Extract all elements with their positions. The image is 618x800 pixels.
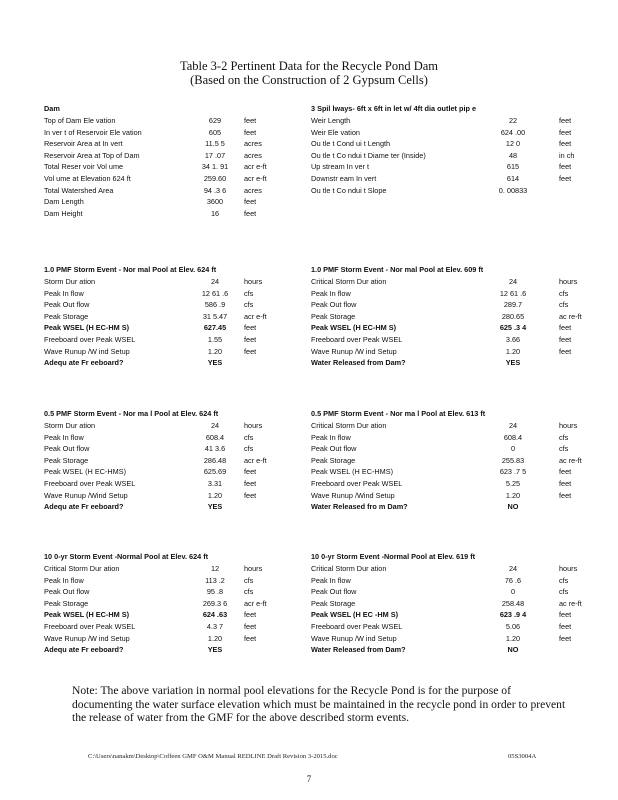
row-value: 1.20 bbox=[207, 633, 223, 643]
row-value: 625.69 bbox=[203, 467, 227, 477]
row-value: 280.65 bbox=[501, 311, 525, 321]
table-row bbox=[44, 138, 340, 150]
row-unit: feet bbox=[559, 116, 572, 125]
row-label: Peak Out flow bbox=[44, 444, 90, 454]
row-label: Reservoir Area at In vert bbox=[44, 139, 123, 149]
row-label: Critical Storm Dur ation bbox=[44, 564, 120, 573]
table-title: Table 3-2 Pertinent Data for the Recycle Pond Dam bbox=[179, 59, 439, 73]
row-value: 623 .9 4 bbox=[499, 610, 527, 620]
row-value: 0 bbox=[510, 444, 516, 454]
row-unit: cfs bbox=[559, 288, 569, 298]
row-label: Peak Storage bbox=[311, 311, 356, 321]
section-heading: 3 Spil lways- 6ft x 6ft in let w/ 4ft dia outlet pip e bbox=[311, 104, 477, 113]
row-value: 608.4 bbox=[205, 432, 225, 442]
row-value: 1.20 bbox=[505, 633, 521, 643]
table-row bbox=[311, 173, 607, 185]
table-row bbox=[311, 443, 607, 455]
row-label: Freeboard over Peak WSEL bbox=[44, 478, 136, 488]
row-label: Freeboard over Peak WSEL bbox=[44, 621, 136, 631]
row-label: Critical Storm Dur ation bbox=[311, 564, 387, 573]
table-row bbox=[44, 127, 340, 139]
row-value: 255.83 bbox=[501, 455, 525, 465]
row-value: 4.3 7 bbox=[206, 621, 224, 631]
row-unit: feet bbox=[244, 334, 257, 344]
row-unit: feet bbox=[244, 467, 257, 477]
row-unit: feet bbox=[559, 346, 572, 356]
section-heading: 0.5 PMF Storm Event - Nor ma l Pool at Elev. 613 ft bbox=[311, 409, 486, 418]
row-unit: acr e-ft bbox=[244, 162, 267, 172]
row-value: YES bbox=[207, 645, 223, 655]
row-unit: acres bbox=[244, 185, 262, 195]
table-row bbox=[44, 575, 340, 587]
row-label: Up stream In ver t bbox=[311, 162, 369, 172]
row-label: Water Released fro m Dam? bbox=[311, 502, 408, 512]
row-unit: feet bbox=[559, 162, 572, 172]
row-unit: acr e-ft bbox=[244, 173, 267, 183]
row-label: Ou tle t Co ndui t Slope bbox=[311, 185, 387, 195]
row-unit: ac re-ft bbox=[559, 455, 582, 465]
row-unit: feet bbox=[244, 208, 257, 218]
row-label: Peak WSEL (H EC-HMS) bbox=[44, 467, 127, 477]
row-value: 1.20 bbox=[207, 490, 223, 500]
row-value: 113 .2 bbox=[205, 575, 225, 585]
table-row bbox=[44, 420, 340, 432]
table-row bbox=[311, 138, 607, 150]
row-label: Wave Runup /Wind Setup bbox=[44, 490, 128, 500]
row-value: NO bbox=[507, 502, 519, 512]
row-label: Adequ ate Fr eeboard? bbox=[44, 502, 124, 512]
row-value: YES bbox=[207, 358, 223, 368]
row-unit: hours bbox=[244, 421, 263, 430]
table-row bbox=[44, 563, 340, 575]
section-heading: 0.5 PMF Storm Event - Nor ma l Pool at Elev. 624 ft bbox=[44, 409, 219, 418]
row-value: 3.66 bbox=[505, 334, 521, 344]
row-unit: feet bbox=[244, 323, 257, 333]
table-row bbox=[311, 357, 607, 369]
row-label: Peak In flow bbox=[311, 575, 351, 585]
row-value: 605 bbox=[208, 127, 222, 137]
row-value: 624 .00 bbox=[500, 127, 526, 137]
row-label: Storm Dur ation bbox=[44, 421, 96, 430]
table-row bbox=[311, 299, 607, 311]
row-label: Weir Length bbox=[311, 116, 351, 125]
row-value: 1.20 bbox=[505, 346, 521, 356]
table-row bbox=[311, 563, 607, 575]
row-unit: feet bbox=[244, 633, 257, 643]
section-pmf-0-5-pool-613 bbox=[311, 408, 607, 513]
row-unit: feet bbox=[559, 139, 572, 149]
row-label: Peak Storage bbox=[44, 598, 89, 608]
row-value: 24 bbox=[210, 277, 220, 286]
table-row bbox=[311, 346, 607, 358]
row-label: Freeboard over Peak WSEL bbox=[44, 334, 136, 344]
section-heading: 1.0 PMF Storm Event - Nor mal Pool at Elev. 624 ft bbox=[44, 265, 217, 274]
row-value: 94 .3 6 bbox=[203, 185, 227, 195]
row-unit: in ch bbox=[559, 150, 575, 160]
row-unit: feet bbox=[244, 621, 257, 631]
row-unit: feet bbox=[244, 116, 257, 125]
row-label: Peak WSEL (H EC-HM S) bbox=[44, 610, 130, 620]
row-value: 624 .63 bbox=[202, 610, 228, 620]
row-label: Freeboard over Peak WSEL bbox=[311, 478, 403, 488]
row-unit: cfs bbox=[559, 432, 569, 442]
row-value: 259.60 bbox=[203, 173, 227, 183]
page-number: 7 bbox=[306, 774, 312, 784]
table-row bbox=[311, 455, 607, 467]
row-value: 586 .9 bbox=[204, 300, 226, 310]
section-heading: 10 0-yr Storm Event -Normal Pool at Elev. 619 ft bbox=[311, 552, 476, 561]
row-unit: feet bbox=[559, 478, 572, 488]
row-unit: acres bbox=[244, 150, 262, 160]
table-row bbox=[44, 644, 340, 656]
row-label: Peak Storage bbox=[311, 598, 356, 608]
row-label: Peak Storage bbox=[311, 455, 356, 465]
table-row bbox=[44, 586, 340, 598]
row-label: Wave Runup /W ind Setup bbox=[311, 633, 397, 643]
row-value: 41 3.6 bbox=[204, 444, 226, 454]
row-unit: cfs bbox=[559, 587, 569, 597]
row-value: 3600 bbox=[206, 197, 224, 207]
row-value: 12 0 bbox=[505, 139, 521, 149]
row-value: 5.06 bbox=[505, 621, 521, 631]
section-heading: 10 0-yr Storm Event -Normal Pool at Elev. 624 ft bbox=[44, 552, 209, 561]
row-value: 16 bbox=[210, 208, 220, 218]
table-row bbox=[44, 478, 340, 490]
row-label: In ver t of Reservoir Ele vation bbox=[44, 127, 142, 137]
row-unit: feet bbox=[559, 127, 572, 137]
row-unit: acr e-ft bbox=[244, 598, 267, 608]
table-row bbox=[44, 288, 340, 300]
row-value: 3.31 bbox=[207, 478, 223, 488]
row-value: 286.48 bbox=[203, 455, 227, 465]
table-row bbox=[44, 346, 340, 358]
table-row bbox=[311, 501, 607, 513]
row-unit: cfs bbox=[559, 444, 569, 454]
table-row bbox=[44, 299, 340, 311]
row-unit: feet bbox=[559, 490, 572, 500]
table-row bbox=[311, 432, 607, 444]
table-row bbox=[311, 478, 607, 490]
section-pmf-0-5-pool-624 bbox=[44, 408, 340, 513]
section-spillways bbox=[311, 103, 607, 196]
row-unit: cfs bbox=[559, 575, 569, 585]
table-row bbox=[44, 633, 340, 645]
row-value: 95 .8 bbox=[206, 587, 224, 597]
table-subtitle: (Based on the Construction of 2 Gypsum Cells) bbox=[190, 73, 428, 87]
table-row bbox=[311, 586, 607, 598]
row-unit: cfs bbox=[244, 575, 254, 585]
row-unit: cfs bbox=[244, 300, 254, 310]
row-unit: feet bbox=[244, 610, 257, 620]
row-unit: feet bbox=[559, 467, 572, 477]
row-unit: feet bbox=[244, 197, 257, 207]
table-row bbox=[44, 196, 340, 208]
row-label: Peak WSEL (H EC -HM S) bbox=[311, 610, 399, 620]
row-unit: hours bbox=[244, 564, 263, 573]
row-value: 34 1. 91 bbox=[201, 162, 229, 172]
row-unit: ac re-ft bbox=[559, 311, 582, 321]
table-row bbox=[311, 466, 607, 478]
row-value: 76 .6 bbox=[504, 575, 522, 585]
row-value: 5.25 bbox=[505, 478, 521, 488]
table-row bbox=[311, 127, 607, 139]
section-100yr-pool-619 bbox=[311, 551, 607, 656]
row-label: Peak In flow bbox=[311, 288, 351, 298]
row-label: Storm Dur ation bbox=[44, 277, 96, 286]
table-row bbox=[44, 208, 340, 220]
row-label: Downstr eam In vert bbox=[311, 173, 377, 183]
table-row bbox=[44, 115, 340, 127]
row-label: Peak Out flow bbox=[311, 587, 357, 597]
row-label: Wave Runup /Wind Setup bbox=[311, 490, 395, 500]
row-unit: ac re-ft bbox=[559, 598, 582, 608]
row-unit: hours bbox=[559, 421, 578, 430]
row-unit: acres bbox=[244, 139, 262, 149]
table-row bbox=[311, 633, 607, 645]
row-value: 12 61 .6 bbox=[201, 288, 229, 298]
table-row bbox=[44, 609, 340, 621]
row-unit: feet bbox=[559, 621, 572, 631]
table-row bbox=[311, 334, 607, 346]
section-100yr-pool-624 bbox=[44, 551, 340, 656]
row-label: Peak In flow bbox=[44, 432, 84, 442]
table-row bbox=[311, 311, 607, 323]
row-value: 269.3 6 bbox=[202, 598, 228, 608]
row-label: Total Reser voir Vol ume bbox=[44, 162, 124, 172]
row-unit: feet bbox=[559, 633, 572, 643]
table-row bbox=[311, 150, 607, 162]
row-label: Reservoir Area at Top of Dam bbox=[44, 150, 140, 160]
row-value: 289.7 bbox=[503, 300, 523, 310]
row-label: Peak In flow bbox=[311, 432, 351, 442]
row-label: Adequ ate Fr eeboard? bbox=[44, 645, 124, 655]
row-label: Wave Runup /W ind Setup bbox=[44, 633, 130, 643]
row-label: Peak Out flow bbox=[311, 300, 357, 310]
table-row bbox=[311, 420, 607, 432]
row-unit: feet bbox=[559, 610, 572, 620]
row-value: 12 61 .6 bbox=[499, 288, 527, 298]
row-label: Peak Storage bbox=[44, 311, 89, 321]
table-row bbox=[44, 490, 340, 502]
section-heading: 1.0 PMF Storm Event - Nor mal Pool at Elev. 609 ft bbox=[311, 265, 484, 274]
table-row bbox=[311, 490, 607, 502]
row-label: Freeboard over Peak WSEL bbox=[311, 334, 403, 344]
row-value: YES bbox=[505, 358, 521, 368]
row-label: Critical Storm Dur ation bbox=[311, 277, 387, 286]
table-row bbox=[44, 185, 340, 197]
row-unit: cfs bbox=[244, 288, 254, 298]
row-unit: feet bbox=[244, 478, 257, 488]
row-value: 258.48 bbox=[501, 598, 525, 608]
row-label: Ou tle t Cond ui t Length bbox=[311, 139, 391, 149]
footer-document-code: 05S3004A bbox=[508, 753, 537, 760]
row-label: Dam Length bbox=[44, 197, 84, 207]
table-row bbox=[311, 609, 607, 621]
row-unit: cfs bbox=[244, 432, 254, 442]
table-row bbox=[44, 621, 340, 633]
table-row bbox=[311, 276, 607, 288]
row-value: 625 .3 4 bbox=[499, 323, 527, 333]
row-label: Wave Runup /W ind Setup bbox=[44, 346, 130, 356]
section-heading: Dam bbox=[44, 104, 60, 113]
section-dam bbox=[44, 103, 340, 219]
table-row bbox=[44, 150, 340, 162]
row-label: Peak WSEL (H EC-HM S) bbox=[44, 323, 130, 333]
row-value: 24 bbox=[508, 421, 518, 430]
row-label: Peak Storage bbox=[44, 455, 89, 465]
row-value: 1.55 bbox=[207, 334, 223, 344]
row-value: 623 .7 5 bbox=[499, 467, 527, 477]
row-unit: feet bbox=[244, 490, 257, 500]
note-paragraph: Note: The above variation in normal pool elevations for the Recycle Pond is for the purpose of documenting the water surface elevation which must be maintained in the recycle pond in order to prevent the release of water from the GMF for the above described storm events. bbox=[72, 684, 566, 725]
table-row bbox=[44, 334, 340, 346]
row-label: Top of Dam Ele vation bbox=[44, 116, 116, 125]
row-unit: feet bbox=[244, 127, 257, 137]
row-unit: acr e-ft bbox=[244, 455, 267, 465]
row-value: 608.4 bbox=[503, 432, 523, 442]
row-value: 1.20 bbox=[207, 346, 223, 356]
footer-file-path: C:\Users\nanakm\Desktop\Coffeen GMF O&M Manual REDLINE Draft Revision 3-2015.doc bbox=[88, 753, 338, 760]
table-row bbox=[44, 311, 340, 323]
row-label: Ou tle t Co ndui t Diame ter (Inside) bbox=[311, 150, 426, 160]
row-label: Vol ume at Elevation 624 ft bbox=[44, 173, 131, 183]
row-value: 0 bbox=[510, 587, 516, 597]
row-label: Dam Height bbox=[44, 208, 83, 218]
table-row bbox=[44, 466, 340, 478]
row-label: Water Released from Dam? bbox=[311, 358, 406, 368]
table-row bbox=[311, 621, 607, 633]
row-label: Peak In flow bbox=[44, 288, 84, 298]
row-value: 615 bbox=[506, 162, 520, 172]
table-row bbox=[44, 501, 340, 513]
row-label: Critical Storm Dur ation bbox=[311, 421, 387, 430]
table-row bbox=[311, 288, 607, 300]
row-value: 48 bbox=[508, 150, 518, 160]
row-unit: hours bbox=[244, 277, 263, 286]
row-unit: cfs bbox=[559, 300, 569, 310]
row-label: Peak WSEL (H EC-HMS) bbox=[311, 467, 394, 477]
row-unit: feet bbox=[559, 173, 572, 183]
table-row bbox=[44, 173, 340, 185]
row-label: Peak Out flow bbox=[44, 587, 90, 597]
section-pmf-1-0-pool-609 bbox=[311, 264, 607, 369]
row-label: Adequ ate Fr eeboard? bbox=[44, 358, 124, 368]
table-row bbox=[311, 115, 607, 127]
table-row bbox=[44, 443, 340, 455]
row-label: Peak Out flow bbox=[311, 444, 357, 454]
row-value: 614 bbox=[506, 173, 520, 183]
table-row bbox=[44, 432, 340, 444]
row-label: Peak Out flow bbox=[44, 300, 90, 310]
table-row bbox=[311, 644, 607, 656]
row-value: 22 bbox=[508, 116, 518, 125]
table-row bbox=[44, 598, 340, 610]
table-row bbox=[44, 161, 340, 173]
section-pmf-1-0-pool-624 bbox=[44, 264, 340, 369]
row-value: 24 bbox=[508, 277, 518, 286]
row-unit: acr e-ft bbox=[244, 311, 267, 321]
table-row bbox=[311, 598, 607, 610]
table-row bbox=[44, 357, 340, 369]
row-label: Weir Ele vation bbox=[311, 127, 360, 137]
row-value: NO bbox=[507, 645, 519, 655]
row-value: 1.20 bbox=[505, 490, 521, 500]
table-row bbox=[311, 575, 607, 587]
row-value: 627.45 bbox=[203, 323, 227, 333]
row-label: Total Watershed Area bbox=[44, 185, 114, 195]
table-row bbox=[311, 322, 607, 334]
table-row bbox=[311, 185, 607, 197]
row-label: Wave Runup /W ind Setup bbox=[311, 346, 397, 356]
row-value: 17 .07 bbox=[204, 150, 226, 160]
row-label: Freeboard over Peak WSEL bbox=[311, 621, 403, 631]
row-value: 12 bbox=[210, 564, 220, 573]
row-value: 629 bbox=[208, 116, 222, 125]
row-unit: cfs bbox=[244, 444, 254, 454]
table-row bbox=[44, 322, 340, 334]
row-unit: feet bbox=[559, 323, 572, 333]
row-unit: feet bbox=[244, 346, 257, 356]
row-unit: hours bbox=[559, 564, 578, 573]
row-unit: feet bbox=[559, 334, 572, 344]
row-value: 24 bbox=[210, 421, 220, 430]
row-value: 24 bbox=[508, 564, 518, 573]
table-row bbox=[44, 276, 340, 288]
row-label: Water Released from Dam? bbox=[311, 645, 406, 655]
table-row bbox=[311, 161, 607, 173]
row-value: 0. 00833 bbox=[498, 185, 528, 195]
table-row bbox=[44, 455, 340, 467]
row-label: Peak WSEL (H EC-HM S) bbox=[311, 323, 397, 333]
row-value: YES bbox=[207, 502, 223, 512]
row-unit: hours bbox=[559, 277, 578, 286]
row-unit: cfs bbox=[244, 587, 254, 597]
row-value: 11.5 5 bbox=[205, 139, 225, 149]
row-value: 31 5.47 bbox=[202, 311, 228, 321]
row-label: Peak In flow bbox=[44, 575, 84, 585]
